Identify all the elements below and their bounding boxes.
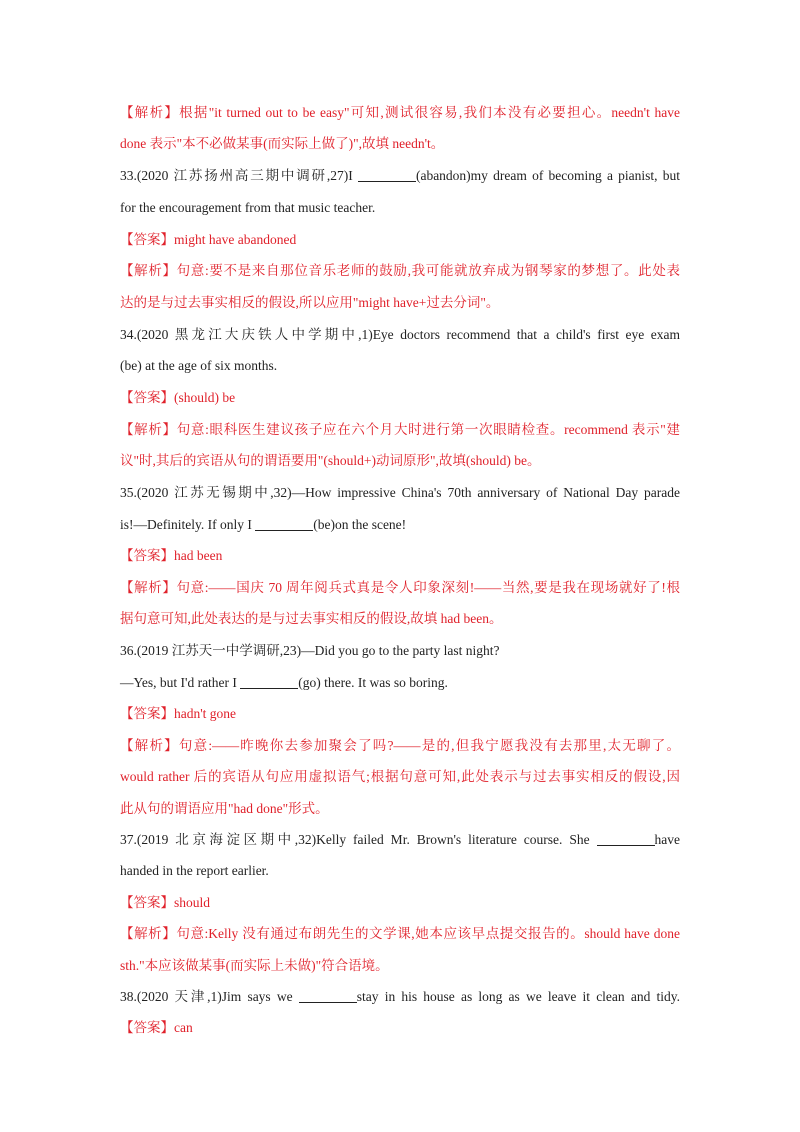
answer-blank xyxy=(255,518,313,531)
question-number: 33. xyxy=(120,168,137,183)
analysis-36-line-2: would rather 后的宾语从句应用虚拟语气;根据句意可知,此处表示与过去事实相反的假设,因 xyxy=(120,769,680,784)
analysis-32-line-1: 【解析】根据"it turned out to be easy"可知,测试很容易,我们本没有必要担心。needn't have xyxy=(120,105,680,120)
question-34-line-1 xyxy=(120,326,680,344)
analysis-36-line-3: 此从句的谓语应用"had done"形式。 xyxy=(120,801,329,816)
question-38-line-1 xyxy=(120,988,680,1006)
question-text: —Did you go to the party last night? xyxy=(301,643,500,658)
question-text: (abandon)my dream of becoming a pianist, but xyxy=(415,168,680,183)
answer-36: 【答案】hadn't gone xyxy=(120,706,237,721)
question-source: (2020 黑龙江大庆铁人中学期中,1) xyxy=(136,327,373,342)
analysis-36-line-1: 【解析】句意:——昨晚你去参加聚会了吗?——是的,但我宁愿我没有去那里,太无聊了。 xyxy=(120,738,680,753)
question-text: Kelly failed Mr. Brown's literature course. She xyxy=(316,832,597,847)
question-text: have xyxy=(654,832,680,847)
question-source: (2020 江苏无锡期中,32) xyxy=(136,485,292,500)
question-36-line-1 xyxy=(120,642,680,660)
answer-blank xyxy=(358,169,416,182)
analysis-33-line-1: 【解析】句意:要不是来自那位音乐老师的鼓励,我可能就放弃成为钢琴家的梦想了。此处表 xyxy=(120,263,680,278)
question-34-line-2: (be) at the age of six months. xyxy=(120,358,278,373)
question-number: 35. xyxy=(120,485,137,500)
analysis-34-line-2: 议"时,其后的宾语从句的谓语要用"(should+)动词原形",故填(should) be。 xyxy=(120,453,541,468)
question-37-line-1 xyxy=(120,831,680,849)
analysis-35-line-1: 【解析】句意:——国庆 70 周年阅兵式真是令人印象深刻!——当然,要是我在现场就好了!根 xyxy=(120,580,680,595)
analysis-37-line-1: 【解析】句意:Kelly 没有通过布朗先生的文学课,她本应该早点提交报告的。should have done xyxy=(120,926,680,941)
question-source: (2020 江苏扬州高三期中调研,27) xyxy=(136,168,349,183)
question-number: 36. xyxy=(120,643,137,658)
question-text: (go) there. It was so boring. xyxy=(298,675,448,690)
analysis-37-line-2: sth."本应该做某事(而实际上未做)"符合语境。 xyxy=(120,958,389,973)
question-text: (be)on the scene! xyxy=(313,517,407,532)
question-number: 34. xyxy=(120,327,137,342)
answer-38: 【答案】can xyxy=(120,1020,193,1035)
question-text: I xyxy=(348,168,358,183)
question-37-line-2: handed in the report earlier. xyxy=(120,863,269,878)
question-35-line-1 xyxy=(120,484,680,502)
question-33-line-1 xyxy=(120,167,680,185)
answer-35: 【答案】had been xyxy=(120,548,223,563)
question-number: 38. xyxy=(120,989,137,1004)
question-text: Eye doctors recommend that a child's first eye exam xyxy=(372,327,680,342)
question-text: stay in his house as long as we leave it clean and tidy. xyxy=(356,989,680,1004)
analysis-34-line-1: 【解析】句意:眼科医生建议孩子应在六个月大时进行第一次眼睛检查。recommend 表示"建 xyxy=(120,422,680,437)
answer-blank xyxy=(240,676,298,689)
question-number: 37. xyxy=(120,832,137,847)
question-text: —Yes, but I'd rather I xyxy=(120,675,241,690)
question-35-line-2 xyxy=(120,516,680,534)
question-36-line-2 xyxy=(120,674,680,692)
question-text: is!—Definitely. If only I xyxy=(120,517,256,532)
answer-37: 【答案】should xyxy=(120,895,211,910)
analysis-35-line-2: 据句意可知,此处表达的是与过去事实相反的假设,故填 had been。 xyxy=(120,611,503,626)
analysis-33-line-2: 达的是与过去事实相反的假设,所以应用"might have+过去分词"。 xyxy=(120,295,500,310)
question-source: (2020 天津,1) xyxy=(136,989,222,1004)
answer-34: 【答案】(should) be xyxy=(120,390,236,405)
question-source: (2019 江苏天一中学调研,23) xyxy=(136,643,302,658)
answer-blank xyxy=(299,990,357,1003)
question-text: Jim says we xyxy=(221,989,299,1004)
analysis-32-line-2: done 表示"本不必做某事(而实际上做了)",故填 needn't。 xyxy=(120,136,445,151)
question-text: —How impressive China's 70th anniversary of National Day parade xyxy=(291,485,680,500)
question-33-line-2: for the encouragement from that music teacher. xyxy=(120,200,376,215)
answer-33: 【答案】might have abandoned xyxy=(120,232,297,247)
question-source: (2019 北京海淀区期中,32) xyxy=(136,832,317,847)
answer-blank xyxy=(597,833,655,846)
